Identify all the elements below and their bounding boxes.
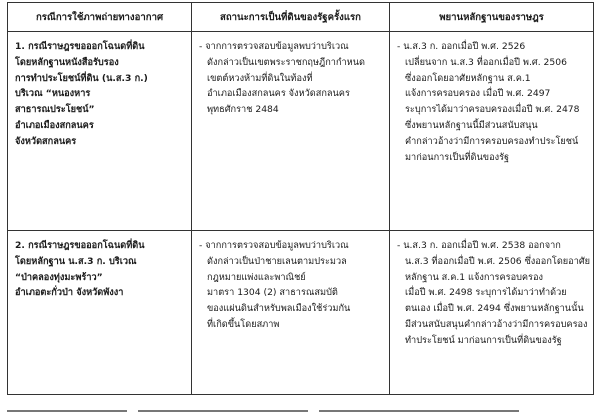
text-fragment (138, 410, 308, 412)
case-line: อำเภอเมืองสกลนคร (15, 119, 94, 131)
text-fragment (319, 410, 519, 412)
header-evidence: พยานหลักฐานของราษฎร (390, 3, 594, 32)
evidence-line: ซึ่งออกโดยอาศัยหลักฐาน ส.ค.1 (405, 72, 531, 84)
evidence-cell (390, 32, 594, 231)
evidence-table (7, 2, 594, 395)
case-line: 2. กรณีราษฎรขอออกโฉนดที่ดิน (15, 240, 145, 251)
evidence-line: มีส่วนสนับสนุนคำกล่าวอ้างว่ามีการครอบครอง (405, 318, 588, 330)
evidence-cell (390, 231, 594, 395)
table-header-row (8, 3, 594, 32)
document-page (7, 2, 593, 395)
status-line: - จากการตรวจสอบข้อมูลพบว่าบริเวณ (199, 41, 349, 52)
status-line: ของแผ่นดินสำหรับพลเมืองใช้ร่วมกัน (207, 303, 351, 315)
evidence-line: น.ส.3 ที่ออกเมื่อปี พ.ศ. 2506 ซึ่งออกโดยอาศัย (405, 255, 591, 267)
status-cell (192, 32, 390, 231)
evidence-line: ตนเอง เมื่อปี พ.ศ. 2494 ซึ่งพยานหลักฐานนั้น (405, 303, 584, 315)
status-line: เขตต์หวงห้ามที่ดินในท้องที่ (207, 72, 313, 84)
status-cell (192, 231, 390, 395)
status-line: - จากการตรวจสอบข้อมูลพบว่าบริเวณ (199, 240, 349, 251)
case-line: การทำประโยชน์ที่ดิน (น.ส.3 ก.) (15, 72, 148, 84)
header-status: สถานะการเป็นที่ดินของรัฐครั้งแรก (192, 3, 390, 32)
status-line: มาตรา 1304 (2) สาธารณสมบัติ (207, 287, 338, 299)
evidence-line: ซึ่งพยานหลักฐานนี้มีส่วนสนับสนุน (405, 119, 538, 131)
case-line: โดยหลักฐาน น.ส.3 ก. บริเวณ (15, 255, 137, 267)
case-line: บริเวณ “หนองหาร (15, 88, 91, 100)
status-line: ดังกล่าวเป็นเขตพระราชกฤษฎีกากำหนด (207, 56, 365, 68)
status-line: กฎหมายแพ่งและพาณิชย์ (207, 271, 306, 283)
case-line: สาธารณประโยชน์” (15, 104, 95, 116)
case-line: อำเภอตะกั่วป่า จังหวัดพังงา (15, 287, 124, 299)
evidence-line: หลักฐาน ส.ค.1 แจ้งการครอบครอง (405, 271, 544, 283)
case-line: 1. กรณีราษฎรขอออกโฉนดที่ดิน (15, 41, 145, 52)
table-row (8, 231, 594, 395)
evidence-line: - น.ส.3 ก. ออกเมื่อปี พ.ศ. 2538 ออกจาก (397, 240, 561, 251)
cropped-next-line (7, 406, 593, 414)
evidence-line: เมื่อปี พ.ศ. 2498 ระบุการได้มาว่าทำด้วย (405, 287, 567, 299)
status-line: อำเภอเมืองสกลนคร จังหวัดสกลนคร (207, 88, 350, 100)
evidence-line: เปลี่ยนจาก น.ส.3 ที่ออกเมื่อปี พ.ศ. 2506 (405, 56, 567, 68)
evidence-line: ระบุการได้มาว่าครอบครองเมื่อปี พ.ศ. 2478 (405, 104, 580, 116)
evidence-line: ทำประโยชน์ มาก่อนการเป็นที่ดินของรัฐ (405, 334, 562, 346)
table-row (8, 32, 594, 231)
evidence-line: - น.ส.3 ก. ออกเมื่อปี พ.ศ. 2526 (397, 41, 526, 52)
evidence-line: คำกล่าวอ้างว่ามีการครอบครองทำประโยชน์ (405, 135, 579, 147)
evidence-line: มาก่อนการเป็นที่ดินของรัฐ (405, 151, 510, 163)
evidence-line: แจ้งการครอบครอง เมื่อปี พ.ศ. 2497 (405, 88, 551, 100)
case-cell (8, 32, 192, 231)
status-line: พุทธศักราช 2484 (207, 104, 279, 116)
case-line: โดยหลักฐานหนังสือรับรอง (15, 56, 119, 68)
case-cell (8, 231, 192, 395)
case-line: จังหวัดสกลนคร (15, 135, 77, 147)
status-line: ดังกล่าวเป็นป่าชายเลนตามประมวล (207, 255, 347, 267)
status-line: ที่เกิดขึ้นโดยสภาพ (207, 318, 280, 330)
case-line: “ป่าคลองทุ่งมะพร้าว” (15, 271, 103, 283)
text-fragment (7, 410, 127, 412)
header-case: กรณีการใช้ภาพถ่ายทางอากาศ (8, 3, 192, 32)
